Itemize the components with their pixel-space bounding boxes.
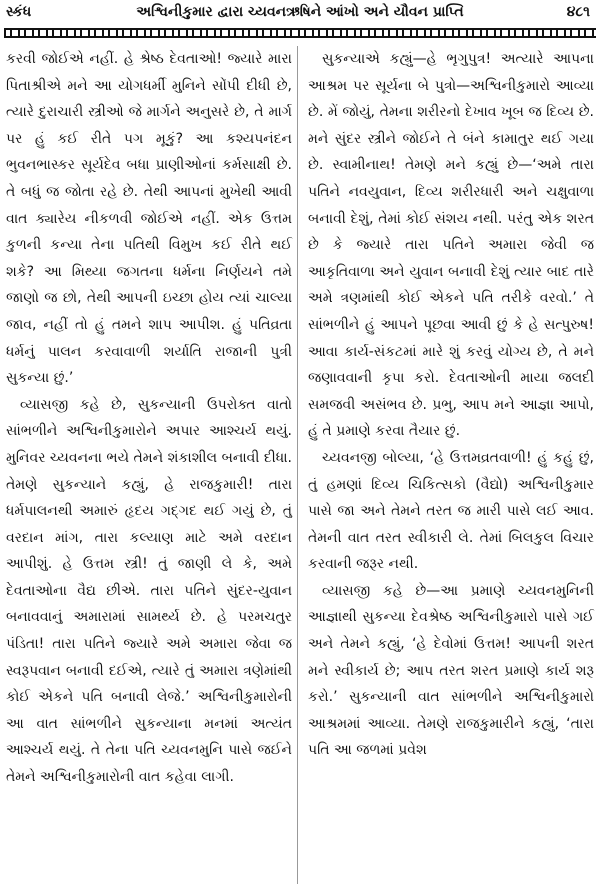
paragraph: કરવી જોઈએ નહીં. હે શ્રેષ્ઠ દેવતાઓ! જ્યારે મારા પિતાશ્રીએ મને આ યોગધર્મી મુનિને સોંપી દીધી છે, ત્યારે દુરાચારી સ્ત્રીઓ જે માર્ગને અનુસરે છે, તે માર્ગ પર હું કઈ રીતે પગ મૂકું? આ કશ્યપનંદન ભુવનભાસ્કર સૂર્યદેવ બધા પ્રાણીઓનાં કર્મસાક્ષી છે. તે બધું જ જોતા રહે છે. તેથી આપનાં મુખેથી આવી વાત ક્યારેય નીકળવી જોઈએ નહીં. એક ઉત્તમ કુળની કન્યા તેના પતિથી વિમુખ કઈ રીતે થઈ શકે? આ મિથ્યા જગતના ધર્મના નિર્ણયને તમે જાણો જ છો, તેથી આપની ઇચ્છા હોય ત્યાં ચાલ્યા જાવ, નહીં તો હું તમને શાપ આપીશ. હું પતિવ્રતા ધર્મનું પાલન કરવાવાળી શર્યાતિ રાજાની પુત્રી સુકન્યા છું.’ (6, 51, 292, 387)
paragraph: ચ્યવનજી બોલ્યા, ‘હે ઉત્તમવ્રતવાળી! હું કહું છું, તું હમણાં દિવ્ય ચિકિત્સકો (વૈદ્યો) અશ્વિનીકુમાર પાસે જા અને તેમને તરત જ મારી પાસે લઈ આવ. તેમની વાત તરત સ્વીકારી લે. તેમાં બિલકુલ વિચાર કરવાની જરૂર નથી. (308, 449, 594, 573)
section-label: સ્કંધ (6, 4, 32, 20)
column-divider (297, 46, 298, 884)
paragraph: વ્યાસજી કહે છે—આ પ્રમાણે ચ્યવનમુનિની આજ્ઞાથી સુકન્યા દેવશ્રેષ્ઠ અશ્વિનીકુમારો પાસે ગઈ અને તેમને કહ્યું, ‘હે દેવોમાં ઉત્તમ! આપની શરત મને સ્વીકાર્ય છે; આપ તરત શરત પ્રમાણે કાર્ય શરૂ કરો.’ સુકન્યાની વાત સાંભળીને અશ્વિનીકુમારો આશ્રમમાં આવ્યા. તેમણે રાજકુમારીને કહ્યું, ‘તારા પતિ આ જળમાં પ્રવેશ (308, 582, 594, 759)
page-number: ૪૮૧ (566, 4, 590, 20)
right-column (308, 46, 594, 764)
left-column (6, 46, 292, 791)
chapter-title: અશ્વિનીકુમાર દ્વારા ચ્યવનઋષિને આંખો અને યૌવન પ્રાપ્તિ (136, 4, 464, 20)
page-header (0, 0, 600, 28)
paragraph: વ્યાસજી કહે છે, સુકન્યાની ઉપરોક્ત વાતો સાંભળીને અશ્વિનીકુમારોને અપાર આશ્ચર્ય થયું. મુનિવર ચ્યવનના ભયે તેમને શંકાશીલ બનાવી દીધા. તેમણે સુકન્યાને કહ્યું, હે રાજકુમારી! તારા ધર્મપાલનથી અમારું હૃદય ગદ્ગદ થઈ ગયું છે, તું વરદાન માંગ, તારા કલ્યાણ માટે અમે વરદાન આપીશું. હે ઉત્તમ સ્ત્રી! તું જાણી લે કે, અમે દેવતાઓના વૈદ્ય છીએ. તારા પતિને સુંદર-યુવાન બનાવવાનું અમારામાં સામર્થ્ય છે. હે પરમચતુર પંડિતા! તારા પતિને જ્યારે અમે અમારા જેવા જ સ્વરૂપવાન બનાવી દઈએ, ત્યારે તું અમારા ત્રણેમાંથી કોઈ એકને પતિ બનાવી લેજે.’ અશ્વિનીકુમારોની આ વાત સાંભળીને સુકન્યાના મનમાં અત્યંત આશ્ચર્ય થયું. તે તેના પતિ ચ્યવનમુનિ પાસે જઈને તેમને અશ્વિનીકુમારોની વાત કહેવા લાગી. (6, 396, 292, 786)
paragraph: સુકન્યાએ કહ્યું—હે ભૃગુપુત્ર! અત્યારે આપના આશ્રમ પર સૂર્યના બે પુત્રો—અશ્વિનીકુમારો આવ્યા છે. મેં જોયું, તેમના શરીરનો દેખાવ ખૂબ જ દિવ્ય છે. મને સુંદર સ્ત્રીને જોઈને તે બંને કામાતુર થઈ ગયા છે. સ્વામીનાથ! તેમણે મને કહ્યું છે—‘અમે તારા પતિને નવયુવાન, દિવ્ય શરીરધારી અને ચક્ષુવાળા બનાવી દેશું, તેમાં કોઈ સંશય નથી. પરંતુ એક શરત છે કે જ્યારે તારા પતિને અમારા જેવી જ આકૃતિવાળા અને યુવાન બનાવી દેશું ત્યાર બાદ તારે અમે ત્રણમાંથી કોઈ એકને પતિ તરીકે વરવો.’ તે સાંભળીને હું આપને પૂછવા આવી છું કે હે સત્પુરુષ! આવા કાર્ય-સંકટમાં મારે શું કરવું યોગ્ય છે, તે મને જણાવવાની કૃપા કરો. દેવતાઓની માયા જલદી સમજવી અસંભવ છે. પ્રભુ, આપ મને આજ્ઞા આપો, હું તે પ્રમાણે કરવા તૈયાર છું. (308, 51, 594, 440)
decorative-border (4, 28, 596, 38)
